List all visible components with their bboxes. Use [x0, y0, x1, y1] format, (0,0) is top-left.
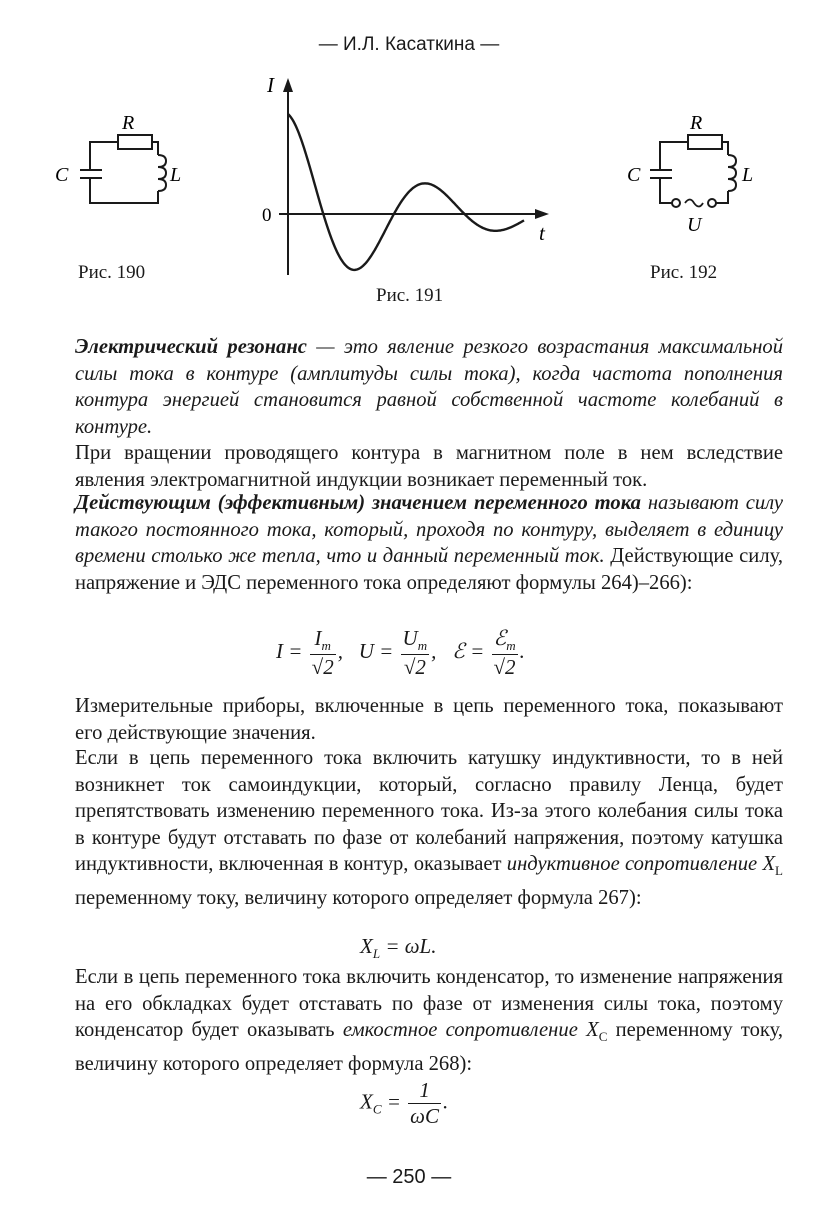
damped-oscillation-curve [288, 114, 524, 270]
running-title: — И.Л. Касаткина — [318, 34, 500, 55]
paragraph-resonance: Электрический резонанс — это явление резкого возрастания максимальной силы тока в контуре (амплитуды силы тока), когда частота пополнения контура энергией становится равной собственной частоте колебаний в контуре. [75, 336, 783, 438]
caption-fig-191: Рис. 191 [376, 285, 444, 306]
label-U: U [687, 214, 702, 235]
page-number: — 250 — [366, 1166, 452, 1188]
figure-190-circuit [50, 105, 200, 215]
axis-label-I: I [267, 73, 274, 97]
label-C: C [55, 164, 69, 186]
label-L: L [742, 164, 754, 186]
term-inductive-reactance: индуктивное сопротивление [506, 853, 758, 875]
axis-label-t: t [539, 221, 545, 245]
paragraph-effective-value: Действующим (эффективным) значением переменного тока называют силу такого постоянного тока, который, проходя по контуру, выделяет в единицу времени столько же тепла, что и данный переменный ток. Действующие силу, напряжение и ЭДС переменного тока определяют формулы 264)–266): [75, 492, 783, 594]
formula-capacitive-reactance: $X_C$ = $\frac{1}{\omega C}$ . [360, 1078, 449, 1128]
figure-192-circuit [620, 105, 770, 235]
paragraph-induction: При вращении проводящего контура в магнитном поле в нем вследствие явления электромагнитной индукции возникает переменный ток. [75, 442, 783, 491]
paragraph-inductance: Если в цепь переменного тока включить катушку индуктивности, то в ней возникнет ток самоиндукции, который, согласно правилу Ленца, будет препятствовать изменению переменного тока. Из-за этого колебания силы тока в контуре будут отставать по фазе от колебаний напряжения, поэтому катушка индуктивности, включенная в контур, оказывает индуктивное сопротивление $X_L$ переменному току, величину которого определяет формула 267): [75, 747, 783, 909]
label-C: C [627, 164, 641, 186]
paragraph-instruments: Измерительные приборы, включенные в цепь переменного тока, показывают его действующие значения. [75, 695, 783, 744]
figure-191-graph [255, 70, 565, 280]
term-capacitive-reactance: емкостное сопротивление [342, 1019, 578, 1041]
caption-fig-190: Рис. 190 [78, 262, 146, 283]
label-R: R [122, 112, 135, 134]
formula-inductive-reactance: $X_L = \omega L$. [360, 934, 437, 962]
label-L: L [170, 164, 182, 186]
label-R: R [690, 112, 703, 134]
paragraph-capacitor: Если в цепь переменного тока включить конденсатор, то изменение напряжения на его обкладках будет отставать по фазе от изменения силы тока, поэтому конденсатор будет оказывать емкостное сопротивление $X_C$ переменному току, величину которого определяет формула 268): [75, 966, 783, 1075]
term-effective-value: Действующим (эффективным) значением переменного тока [75, 492, 641, 514]
term-resonance: Электрический резонанс [75, 336, 307, 358]
formula-effective-values: I = $\frac{I_m}{√2}$ , U = $\frac{U_m}{√2}$ , ℰ = $\frac{ℰ_m}{√2}$ . [276, 626, 525, 680]
caption-fig-192: Рис. 192 [650, 262, 718, 283]
origin-label: 0 [262, 205, 272, 226]
